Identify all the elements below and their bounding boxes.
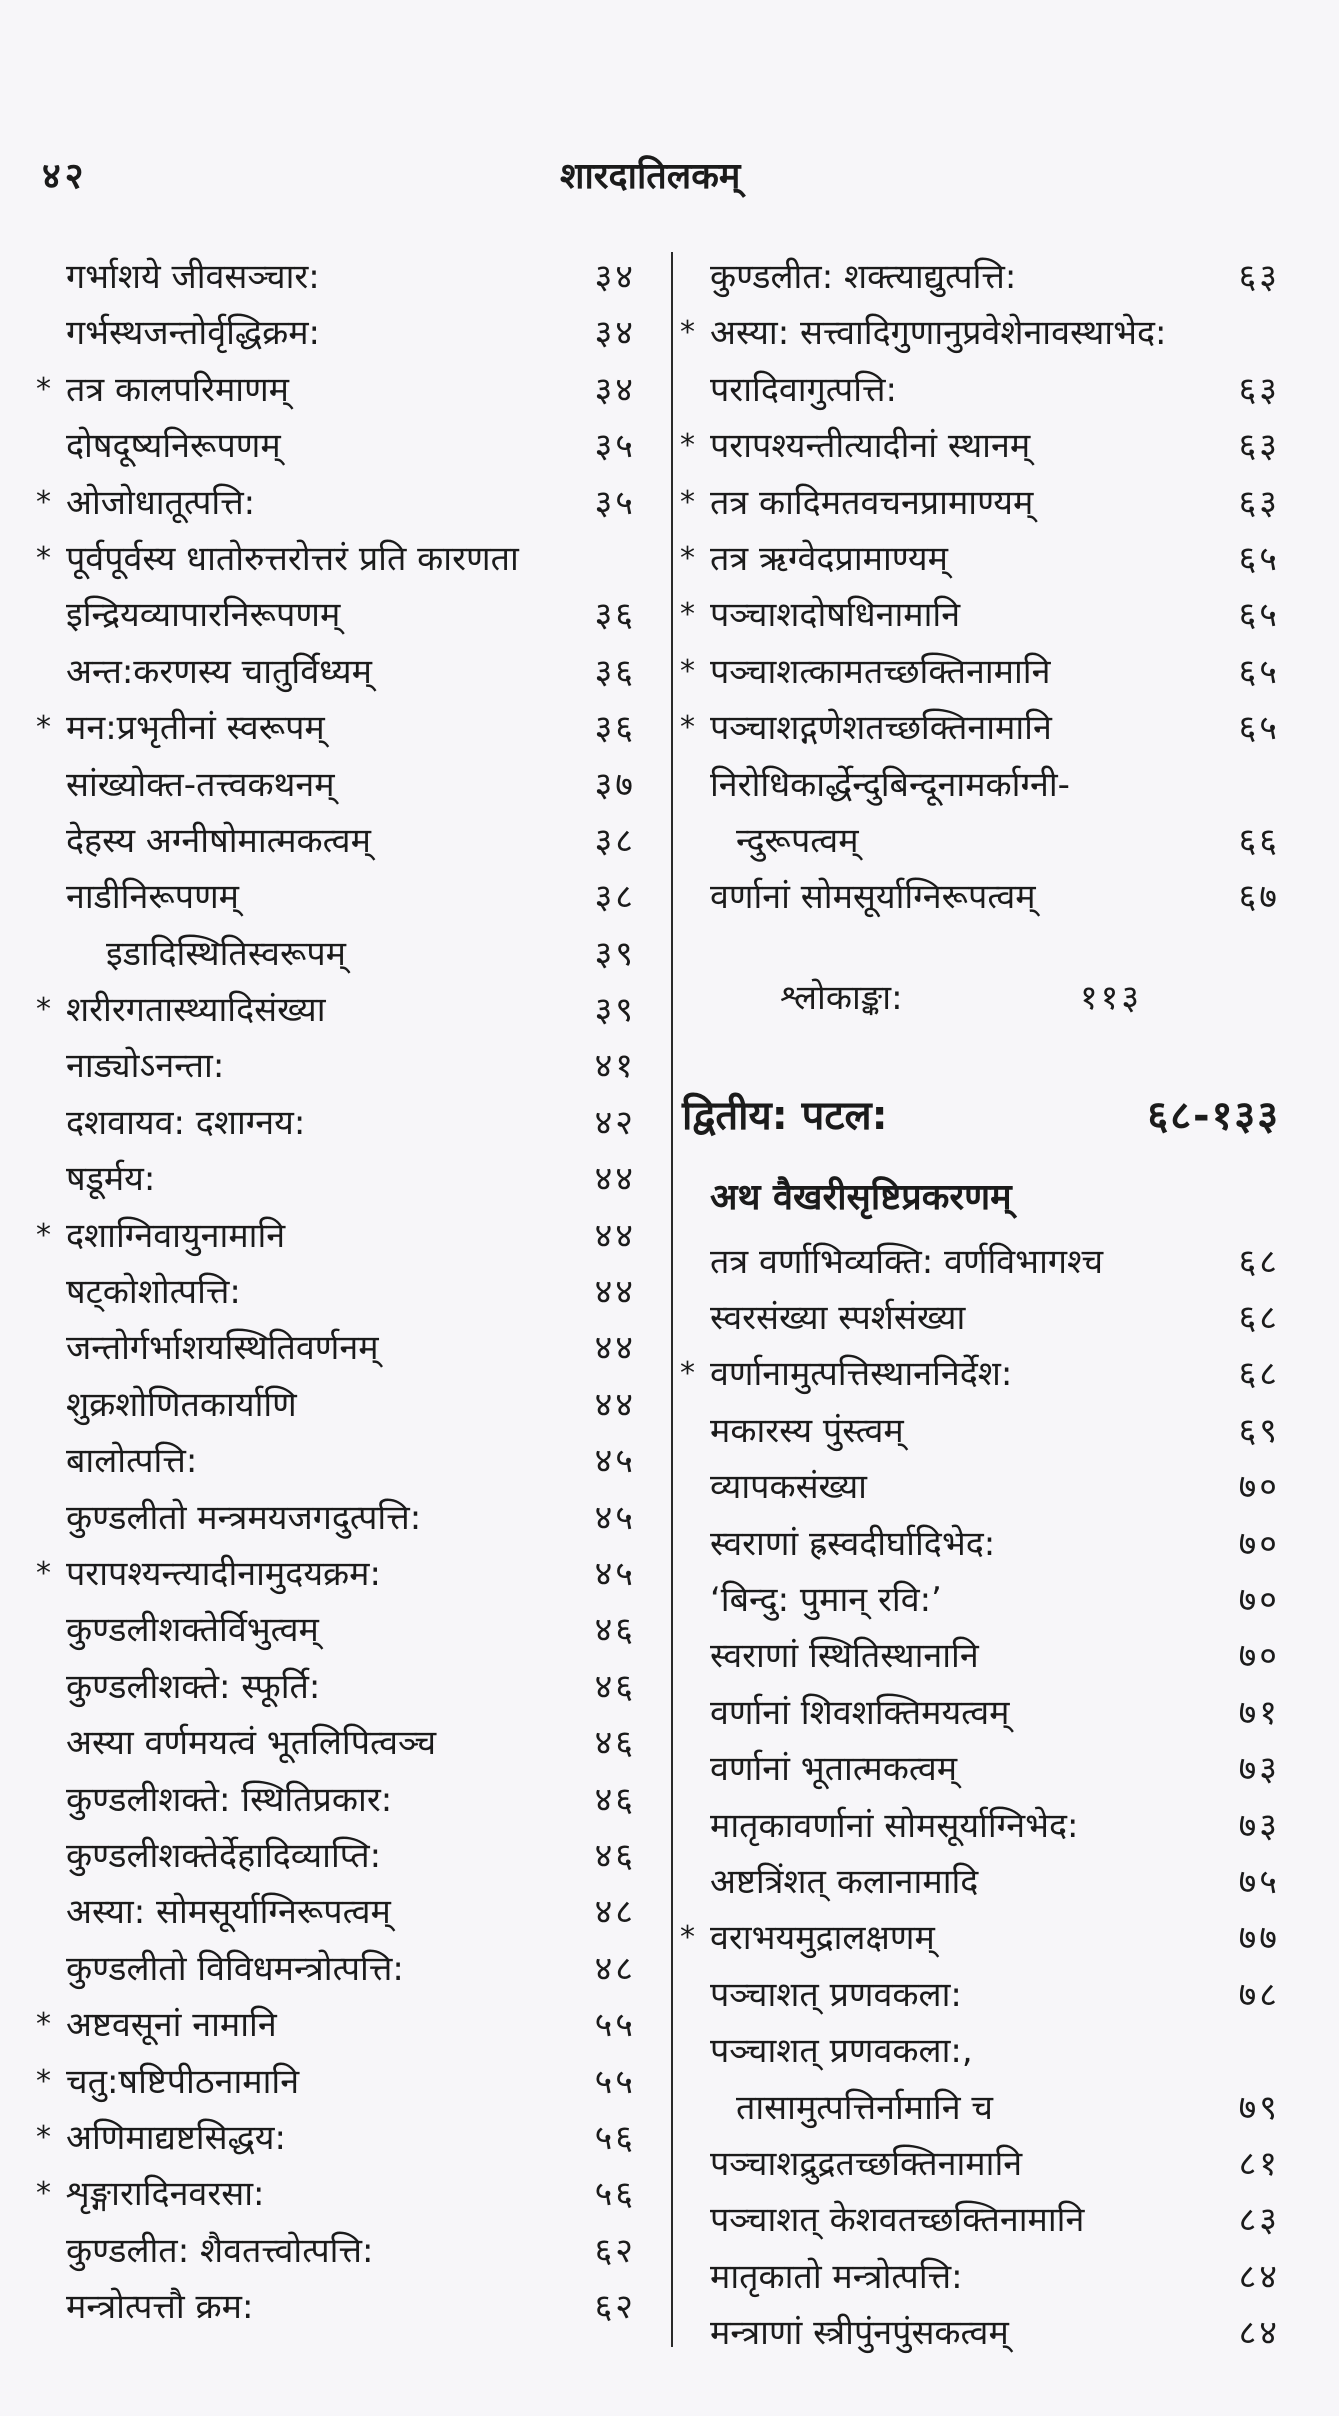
- toc-entry-page: ८४: [1238, 2313, 1280, 2354]
- toc-entry: [36, 1151, 636, 1207]
- toc-entry-title: चतु:षष्टिपीठनामानि: [66, 2061, 300, 2102]
- toc-entry-title: स्वराणां ह्रस्वदीर्घादिभेद:: [710, 1523, 996, 1564]
- toc-entry-page: ७१: [1238, 1692, 1280, 1733]
- toc-entry: [680, 1234, 1280, 1290]
- toc-entry-title: इन्द्रियव्यापारनिरूपणम्: [66, 595, 341, 636]
- toc-entry-title: वर्णानामुत्पत्तिस्थाननिर्देश:: [710, 1354, 1013, 1395]
- toc-entry-page: ७०: [1238, 1467, 1280, 1508]
- toc-entry: [680, 1516, 1280, 1572]
- toc-entry: [680, 1798, 1280, 1854]
- toc-entry-page: ७०: [1238, 1580, 1280, 1621]
- toc-entry-page: ३६: [594, 595, 636, 636]
- shloka-count-label: श्लोकाङ्का:: [780, 977, 903, 1018]
- toc-entry: [680, 2136, 1280, 2192]
- toc-entry-title: मन्त्रोत्पत्तौ क्रम:: [66, 2287, 254, 2328]
- toc-entry: [680, 1967, 1280, 2023]
- toc-entry: [36, 869, 636, 925]
- toc-entry-title: वर्णानां सोमसूर्याग्निरूपत्वम्: [710, 877, 1036, 918]
- toc-entry: [36, 362, 636, 418]
- toc-entry-page: ६५: [1238, 651, 1280, 692]
- page-number: ४२: [42, 156, 88, 197]
- toc-entry-page: ४६: [594, 1835, 636, 1876]
- toc-entry-title: तासामुत्पत्तिर्नामानि च: [736, 2087, 993, 2128]
- toc-entry-title: कुण्डलीतो विविधमन्त्रोत्पत्ति:: [66, 1948, 404, 1989]
- toc-entry: [680, 1572, 1280, 1628]
- toc-entry-page: ४४: [594, 1215, 636, 1256]
- toc-entry-page: ६८: [1238, 1241, 1280, 1282]
- toc-entry: [36, 1377, 636, 1433]
- toc-entry-page: ३४: [594, 257, 636, 297]
- toc-entry-title: मकारस्य पुंस्त्वम्: [710, 1410, 904, 1451]
- toc-entry: [36, 587, 636, 643]
- toc-entry: [36, 1997, 636, 2053]
- toc-entry-title: शुक्रशोणितकार्याणि: [66, 1384, 297, 1425]
- toc-entry-title: शृङ्गारादिनवरसा:: [66, 2174, 265, 2215]
- toc-entry-title: पञ्चाशत्कामतच्छक्तिनामानि: [710, 651, 1051, 692]
- toc-entry-page: ३८: [594, 877, 636, 918]
- toc-entry-title: तत्र वर्णाभिव्यक्ति: वर्णविभागश्च: [710, 1241, 1104, 1282]
- toc-entry-marker: *: [36, 992, 51, 1028]
- toc-entry-title: कुण्डलीतो मन्त्रमयजगदुत्पत्ति:: [66, 1497, 422, 1538]
- toc-entry-page: ५६: [594, 2174, 636, 2215]
- toc-entry: [680, 1741, 1280, 1797]
- toc-entry-title: अस्या वर्णमयत्वं भूतलिपित्वञ्च: [66, 1723, 437, 1764]
- toc-entry-title: अन्त:करणस्य चातुर्विध्यम्: [66, 651, 372, 692]
- toc-left-column: [36, 249, 636, 2335]
- toc-entry: [680, 249, 1280, 305]
- toc-entry-title: कुण्डलीत: शक्त्याद्युत्पत्ति:: [710, 257, 1017, 297]
- toc-entry: [680, 2192, 1280, 2248]
- toc-entry-title: कुण्डलीशक्तेर्विभुत्वम्: [66, 1610, 319, 1651]
- toc-entry-page: ३७: [594, 764, 636, 805]
- toc-entry-title: मन:प्रभृतीनां स्वरूपम्: [66, 708, 325, 749]
- toc-entry-title: अणिमाद्यष्टसिद्धय:: [66, 2117, 286, 2158]
- toc-entry-title: कुण्डलीशक्ते: स्थितिप्रकार:: [66, 1779, 393, 1820]
- toc-entry-title: ‘बिन्दु: पुमान् रवि:’: [710, 1580, 942, 1621]
- toc-entry-title: गर्भाशये जीवसञ्चार:: [66, 257, 320, 297]
- toc-entry-title: सांख्योक्त-तत्त्वकथनम्: [66, 764, 335, 805]
- toc-entry: [36, 982, 636, 1038]
- toc-entry-marker: *: [680, 428, 695, 464]
- toc-entry-page: ६८: [1238, 1354, 1280, 1395]
- toc-entry: [36, 249, 636, 305]
- toc-entry-marker: *: [36, 371, 51, 407]
- shloka-count-row: [680, 966, 1280, 1030]
- toc-entry-title: देहस्य अग्नीषोमात्मकत्वम्: [66, 820, 371, 861]
- toc-entry: [36, 2166, 636, 2222]
- toc-entry: [36, 1208, 636, 1264]
- toc-entry-page: ३८: [594, 820, 636, 861]
- toc-entry: [680, 418, 1280, 474]
- toc-entry: [36, 757, 636, 813]
- toc-entry-title: कुण्डलीशक्तेर्देहादिव्याप्ति:: [66, 1835, 382, 1876]
- toc-entry: [36, 2054, 636, 2110]
- toc-entry: [680, 757, 1280, 813]
- toc-entry-page: ५५: [594, 2005, 636, 2046]
- shloka-count-value: ११३: [1080, 977, 1143, 1018]
- toc-entry-page: ४४: [594, 1384, 636, 1425]
- toc-entry-title: पूर्वपूर्वस्य धातोरुत्तरोत्तरं प्रति कारणता: [66, 538, 519, 579]
- toc-entry-page: ६५: [1238, 538, 1280, 579]
- toc-right-entries-second-chapter: [680, 1234, 1280, 2362]
- toc-entry-page: ६३: [1238, 369, 1280, 410]
- toc-entry-title: वर्णानां भूतात्मकत्वम्: [710, 1749, 958, 1790]
- toc-entry-title: पञ्चाशत् केशवतच्छक्तिनामानि: [710, 2200, 1085, 2241]
- toc-entry-title: इडादिस्थितिस्वरूपम्: [106, 933, 347, 974]
- toc-entry-title: स्वराणां स्थितिस्थानानि: [710, 1636, 979, 1677]
- toc-entry-page: ३९: [594, 933, 636, 974]
- toc-entry: [36, 475, 636, 531]
- toc-entry: [36, 644, 636, 700]
- toc-entry: [36, 305, 636, 361]
- toc-entry-page: ६३: [1238, 426, 1280, 467]
- toc-entry-page: ६५: [1238, 595, 1280, 636]
- toc-entry: [680, 1685, 1280, 1741]
- toc-entry-title: परादिवागुत्पत्ति:: [710, 369, 897, 410]
- toc-entry-title: पञ्चाशत् प्रणवकला:,: [710, 2031, 973, 2072]
- toc-entry: [36, 700, 636, 756]
- toc-entry-title: अस्या: सत्त्वादिगुणानुप्रवेशेनावस्थाभेद:: [710, 313, 1167, 354]
- toc-entry-page: ४४: [594, 1159, 636, 1200]
- toc-entry-marker: *: [680, 597, 695, 633]
- toc-entry-title: पञ्चाशद्रुद्रतच्छक्तिनामानि: [710, 2143, 1023, 2184]
- toc-entry-title: स्वरसंख्या स्पर्शसंख्या: [710, 1298, 966, 1339]
- toc-entry-page: ४५: [594, 1441, 636, 1482]
- toc-entry-title: व्यापकसंख्या: [710, 1467, 867, 1508]
- toc-entry-page: ७३: [1238, 1749, 1280, 1790]
- toc-entry-page: ४१: [594, 1046, 636, 1087]
- toc-entry: [36, 1659, 636, 1715]
- section-heading-text: अथ वैखरीसृष्टिप्रकरणम्: [710, 1176, 1012, 1218]
- toc-entry: [680, 1854, 1280, 1910]
- toc-entry-title: कुण्डलीत: शैवतत्त्वोत्पत्ति:: [66, 2230, 374, 2271]
- toc-entry: [36, 926, 636, 982]
- toc-entry: [680, 2305, 1280, 2361]
- toc-entry-title: शरीरगतास्थ्यादिसंख्या: [66, 990, 326, 1031]
- toc-entry-marker: *: [36, 540, 51, 576]
- toc-entry: [680, 869, 1280, 925]
- toc-entry-page: ४६: [594, 1610, 636, 1651]
- toc-entry: [36, 1264, 636, 1320]
- toc-entry: [680, 2080, 1280, 2136]
- toc-entry-page: ८३: [1238, 2200, 1280, 2241]
- toc-entry: [36, 1941, 636, 1997]
- toc-entry: [36, 2223, 636, 2279]
- toc-entry-marker: *: [36, 484, 51, 520]
- toc-entry: [680, 813, 1280, 869]
- toc-right-entries-first-chapter: [680, 249, 1280, 926]
- toc-entry: [36, 2279, 636, 2335]
- toc-entry-title: तत्र कादिमतवचनप्रामाण्यम्: [710, 482, 1034, 523]
- chapter-page-range: ६८-१३३: [1147, 1092, 1280, 1139]
- toc-entry: [680, 644, 1280, 700]
- toc-entry-page: ७०: [1238, 1523, 1280, 1564]
- toc-entry: [36, 1715, 636, 1771]
- toc-entry-title: अष्टत्रिंशत् कलानामादि: [710, 1861, 979, 1902]
- toc-entry-marker: *: [680, 1356, 695, 1392]
- toc-entry-page: ६७: [1238, 877, 1280, 918]
- toc-entry-page: ६९: [1238, 1410, 1280, 1451]
- toc-entry-title: षडूर्मय:: [66, 1159, 156, 1200]
- toc-entry-marker: *: [36, 2119, 51, 2155]
- toc-entry-title: मन्त्राणां स्त्रीपुंनपुंसकत्वम्: [710, 2313, 1009, 2354]
- toc-entry-page: ६२: [594, 2230, 636, 2271]
- toc-entry: [36, 1490, 636, 1546]
- toc-entry-title: दशवायव: दशाग्नय:: [66, 1102, 306, 1143]
- toc-entry-title: कुण्डलीशक्ते: स्फूर्ति:: [66, 1666, 321, 1707]
- toc-entry: [36, 1828, 636, 1884]
- section-heading: [680, 1162, 1280, 1234]
- toc-entry-page: ४८: [594, 1948, 636, 1989]
- toc-entry: [36, 2110, 636, 2166]
- toc-entry: [680, 2249, 1280, 2305]
- toc-entry-page: ४५: [594, 1553, 636, 1594]
- toc-entry-marker: *: [36, 710, 51, 746]
- running-title: शारदातिलकम्: [560, 156, 741, 197]
- toc-entry: [36, 531, 636, 587]
- toc-entry-page: ३६: [594, 708, 636, 749]
- toc-entry: [680, 700, 1280, 756]
- toc-entry-title: पञ्चाशद्गणेशतच्छक्तिनामानि: [710, 708, 1052, 749]
- toc-entry-marker: *: [680, 710, 695, 746]
- toc-entry-page: ६३: [1238, 257, 1280, 297]
- toc-entry-page: ५६: [594, 2117, 636, 2158]
- toc-entry-page: ६२: [594, 2287, 636, 2328]
- toc-entry-title: न्दुरूपत्वम्: [736, 820, 859, 861]
- toc-entry-page: ४६: [594, 1723, 636, 1764]
- toc-entry-marker: *: [680, 315, 695, 351]
- toc-entry-marker: *: [680, 1920, 695, 1956]
- toc-entry: [36, 1772, 636, 1828]
- toc-entry-page: ४८: [594, 1892, 636, 1933]
- toc-entry: [680, 1346, 1280, 1402]
- toc-entry-page: ६५: [1238, 708, 1280, 749]
- toc-entry: [36, 1095, 636, 1151]
- toc-entry-marker: *: [36, 2176, 51, 2212]
- toc-entry-title: बालोत्पत्ति:: [66, 1441, 198, 1482]
- toc-entry: [680, 1290, 1280, 1346]
- toc-entry-title: दशाग्निवायुनामानि: [66, 1215, 286, 1256]
- toc-entry-title: मातृकातो मन्त्रोत्पत्ति:: [710, 2256, 963, 2297]
- toc-entry: [36, 813, 636, 869]
- toc-entry-title: नाडीनिरूपणम्: [66, 877, 239, 918]
- toc-entry-page: ३९: [594, 990, 636, 1031]
- toc-entry-title: षट्कोशोत्पत्ति:: [66, 1272, 241, 1313]
- toc-entry-page: ८४: [1238, 2256, 1280, 2297]
- toc-right-column: [680, 249, 1280, 2362]
- toc-entry: [36, 1320, 636, 1376]
- toc-entry: [680, 305, 1280, 361]
- toc-entry-title: वराभयमुद्रालक्षणम्: [710, 1918, 935, 1959]
- toc-entry-page: ४४: [594, 1272, 636, 1313]
- toc-entry-page: ३५: [594, 482, 636, 523]
- toc-entry-title: जन्तोर्गर्भाशयस्थितिवर्णनम्: [66, 1328, 379, 1369]
- toc-entry-title: तत्र ऋग्वेदप्रामाण्यम्: [710, 538, 948, 579]
- toc-entry-page: ४६: [594, 1666, 636, 1707]
- toc-entry: [680, 1910, 1280, 1966]
- toc-entry-page: ४६: [594, 1779, 636, 1820]
- toc-entry-page: ७५: [1238, 1861, 1280, 1902]
- toc-entry-page: ८१: [1238, 2143, 1280, 2184]
- toc-entry: [680, 587, 1280, 643]
- toc-entry-title: गर्भस्थजन्तोर्वृद्धिक्रम:: [66, 313, 320, 354]
- toc-entry: [680, 362, 1280, 418]
- toc-entry-page: ५५: [594, 2061, 636, 2102]
- toc-entry: [36, 418, 636, 474]
- toc-entry-title: अष्टवसूनां नामानि: [66, 2005, 277, 2046]
- toc-entry-page: ३४: [594, 369, 636, 410]
- toc-entry-page: ७७: [1238, 1918, 1280, 1959]
- toc-entry: [36, 1546, 636, 1602]
- toc-entry-page: ७८: [1238, 1974, 1280, 2015]
- toc-entry-marker: *: [36, 2007, 51, 2043]
- toc-entry-page: ३४: [594, 313, 636, 354]
- spacer: [680, 1030, 1280, 1070]
- chapter-title: द्वितीय: पटल:: [682, 1092, 888, 1139]
- toc-entry-page: ६६: [1238, 820, 1280, 861]
- toc-entry: [680, 1459, 1280, 1515]
- toc-entry-page: ७०: [1238, 1636, 1280, 1677]
- chapter-heading: [680, 1070, 1280, 1162]
- toc-entry-title: वर्णानां शिवशक्तिमयत्वम्: [710, 1692, 1010, 1733]
- toc-entry-page: ४२: [594, 1102, 636, 1143]
- toc-entry-title: दोषदूष्यनिरूपणम्: [66, 426, 281, 467]
- toc-entry-title: मातृकावर्णानां सोमसूर्याग्निभेद:: [710, 1805, 1079, 1846]
- toc-entry-marker: *: [680, 653, 695, 689]
- toc-entry-page: ६८: [1238, 1298, 1280, 1339]
- toc-entry: [36, 1433, 636, 1489]
- toc-entry-marker: *: [36, 2063, 51, 2099]
- toc-entry-title: ओजोधातूत्पत्ति:: [66, 482, 256, 523]
- toc-entry-title: नाड्योऽनन्ता:: [66, 1046, 225, 1087]
- column-divider: [671, 252, 673, 2347]
- toc-entry-marker: *: [680, 484, 695, 520]
- toc-entry-title: निरोधिकार्द्धेन्दुबिन्दूनामर्काग्नी-: [710, 764, 1070, 805]
- toc-entry-title: अस्या: सोमसूर्याग्निरूपत्वम्: [66, 1892, 391, 1933]
- toc-entry-page: ३६: [594, 651, 636, 692]
- toc-entry: [680, 475, 1280, 531]
- toc-entry-page: ४५: [594, 1497, 636, 1538]
- toc-entry: [680, 531, 1280, 587]
- toc-entry-page: ७३: [1238, 1805, 1280, 1846]
- toc-entry: [680, 2023, 1280, 2079]
- toc-entry: [36, 1038, 636, 1094]
- toc-entry-title: तत्र कालपरिमाणम्: [66, 369, 290, 410]
- toc-entry-title: परापश्यन्तीत्यादीनां स्थानम्: [710, 426, 1031, 467]
- toc-entry: [36, 1884, 636, 1940]
- toc-entry: [680, 1628, 1280, 1684]
- toc-entry-marker: *: [36, 1555, 51, 1591]
- toc-entry-page: ३५: [594, 426, 636, 467]
- toc-entry-marker: *: [36, 1217, 51, 1253]
- toc-entry-title: पञ्चाशदोषधिनामानि: [710, 595, 961, 636]
- spacer: [680, 926, 1280, 966]
- toc-entry-page: ७९: [1238, 2087, 1280, 2128]
- toc-entry-page: ६३: [1238, 482, 1280, 523]
- toc-entry-page: ४४: [594, 1328, 636, 1369]
- toc-entry-marker: *: [680, 540, 695, 576]
- toc-entry-title: परापश्यन्त्यादीनामुदयक्रम:: [66, 1553, 381, 1594]
- toc-entry: [36, 1602, 636, 1658]
- toc-entry-title: पञ्चाशत् प्रणवकला:: [710, 1974, 962, 2015]
- toc-entry: [680, 1403, 1280, 1459]
